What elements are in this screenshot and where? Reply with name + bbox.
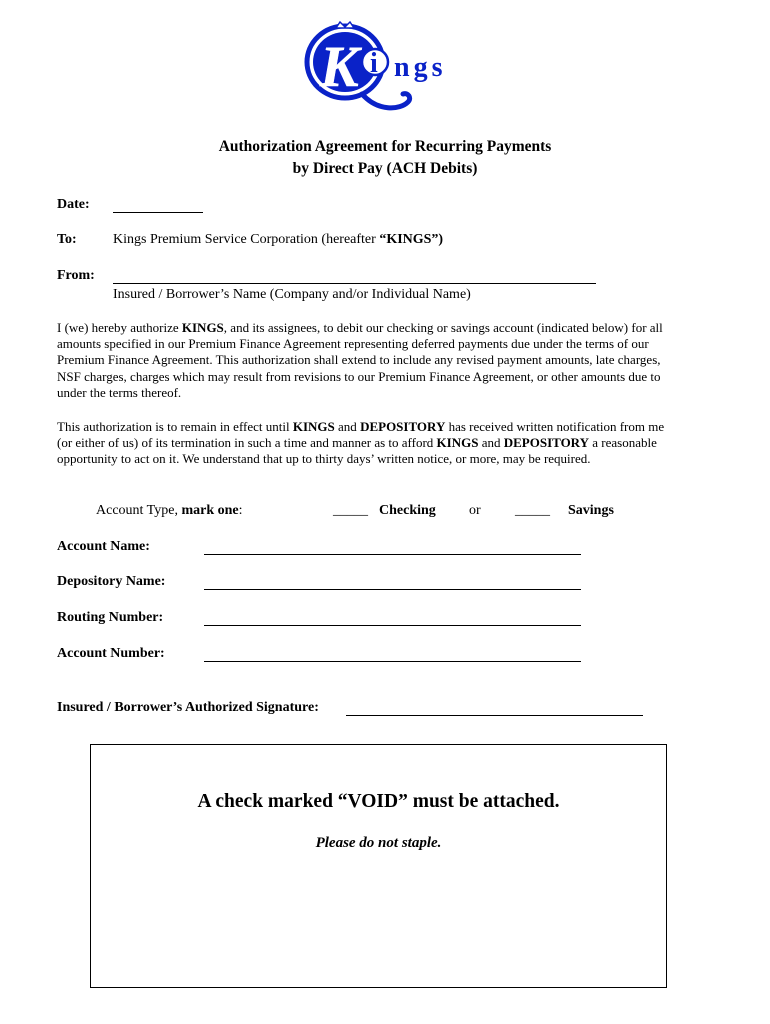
from-caption: Insured / Borrower’s Name (Company and/or Individual Name) [113,287,471,302]
account-number-label: Account Number: [57,646,165,661]
date-field[interactable] [113,212,203,213]
account-name-field[interactable] [204,554,581,555]
checking-label: Checking [379,503,436,518]
depository-name-field[interactable] [204,589,581,590]
from-field[interactable] [113,283,596,284]
kings-logo [300,20,475,112]
document-title-line2: by Direct Pay (ACH Debits) [292,160,478,177]
checking-checkbox[interactable]: _____ [333,503,368,518]
account-type-label: Account Type, mark one: [96,503,243,518]
logo-letter-i: i [370,48,378,79]
signature-label: Insured / Borrower’s Authorized Signature: [57,700,319,715]
no-staple-note: Please do not staple. [315,835,442,851]
savings-label: Savings [568,503,614,518]
routing-number-field[interactable] [204,625,581,626]
date-label: Date: [57,197,90,212]
routing-number-label: Routing Number: [57,610,164,625]
account-number-field[interactable] [204,661,581,662]
to-label: To: [57,232,77,247]
signature-field[interactable] [346,715,643,716]
account-name-label: Account Name: [57,539,150,554]
document-title-line1: Authorization Agreement for Recurring Payments [218,138,552,155]
void-check-attachment-box [90,744,667,988]
depository-name-label: Depository Name: [57,574,166,589]
or-text: or [469,503,481,518]
from-label: From: [57,268,95,283]
savings-checkbox[interactable]: _____ [515,503,550,518]
void-check-instruction: A check marked “VOID” must be attached. [197,791,560,812]
to-recipient: Kings Premium Service Corporation (hereafter “KINGS”) [113,232,444,247]
logo-letters-ngs: ngs [394,52,447,83]
authorization-paragraph: I (we) hereby authorize KINGS, and its assignees, to debit our checking or savings account (indicated below) for all amounts specified in our Premium Finance Agreement representing deferred payments due under the terms of our Premium Finance Agreement. This authorization shall extend to include any revised payment amounts, late charges, NSF charges, charges which may result from revisions to our Premium Finance Agreement, or other amounts due to under the terms thereof. [57,320,663,400]
termination-paragraph: This authorization is to remain in effect until KINGS and DEPOSITORY has received written notification from me (or either of us) of its termination in such a time and manner as to afford KINGS and DEPOSITORY a reasonable opportunity to act on it. We understand that up to thirty days’ written notice, or more, may be required. [57,419,665,467]
logo-letter-k: K [320,34,359,99]
